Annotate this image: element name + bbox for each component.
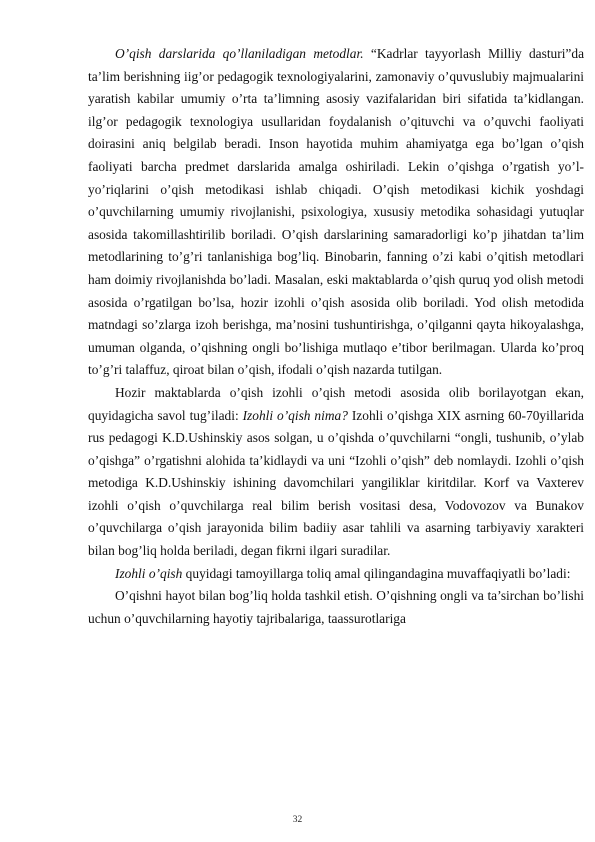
paragraph-text: O’qishni hayot bilan bog’liq holda tashkil etish. O’qishning ongli va ta’sirchan bo’lishi uchun o’quvchilarning hayotiy tajribalariga, taassurotlariga <box>88 588 584 626</box>
paragraph-reading-methods <box>88 43 584 382</box>
paragraph-explanatory-reading <box>88 382 584 563</box>
paragraph-text: Izohli o’qishga XIX asrning 60-70yillarida rus pedagogi K.D.Ushinskiy asos solgan, u o’qishda o’quvchilarni “ongli, tushunib, o’ylab o’qishga” o’rgatishni alohida ta’kidlaydi va uni “Izohli o’qish” deb nomlaydi. Izohli o’qish metodiga K.D.Ushinskiy ishining davomchilari yangiliklar kiritdilar. Korf va Vaxterev izohli o’qish o’quvchilarga real bilim berish vositasi desa, Vodovozov va Bunakov o’quvchilarga o’qish jarayonida bilim badiiy asar tahlili va asarning tarbiyaviy xarakteri bilan bog’liq holda beriladi, degan fikrni ilgari suradilar. <box>88 407 585 559</box>
section-heading-italic: O’qish darslarida qo’llaniladigan metodlar. <box>115 46 364 61</box>
document-body <box>88 43 584 630</box>
page-number: 32 <box>292 815 303 825</box>
paragraph-text: Hozir maktablarda o’qish izohli o’qish metodi asosida olib borilayotgan ekan, quyidagicha savol tug’iladi: <box>88 384 584 423</box>
question-italic: Izohli o’qish nima? <box>242 407 348 423</box>
term-italic: Izohli o’qish <box>115 565 183 581</box>
paragraph-principles <box>88 563 584 586</box>
paragraph-text: “Kadrlar tayyorlash Milliy dasturi”da ta’lim berishning iig’or pedagogik texnologiyalarini, zamonaviy o’quvuslubiy majmualarini yaratish kabilar umumiy o’rta ta’limning asosiy vazifalaridan biri sifatida ta’kidlangan. ilg’or pedagogik texnologiya usullaridan foydalanish o’qituvchi va o’quvchi faoliyati doirasini aniq belgilab beradi. Inson hayotida muhim ahamiyatga ega bo’lgan o’qish faoliyati barcha predmet darslarida amalga oshiriladi. Lekin o’qishga o’rgatish yo’l-yo’riqlarini o’qish metodikasi ishlab chiqadi. O’qish metodikasi kichik yoshdagi o’quvchilarning umumiy rivojlanishi, psixologiya, xususiy metodika sohasidagi yutuqlar asosida takomillashtirilib boriladi. O’qish darslarining samaradorligi ko’p jihatdan ta’lim metodlarining to’g’ri tanlanishiga bog’liq. Binobarin, fanning o’zi kabi o’qitish metodlari ham doimiy rivojlanishda bo’ladi. Masalan, eski maktablarda o’qish quruq yod olish metodi asosida o’rgatilgan bo’lsa, hozir izohli o’qish asosida olib boriladi. Yod olish metodida matndagi so’zlarga izoh berishga, ma’nosini tushuntirishga, o’qilganni qayta hikoyalashga, umuman olganda, o’qishning ongli bo’lishiga mutlaqo e’tibor berilmagan. Ularda ko’proq to’g’ri talaffuz, qiroat bilan o’qish, ifodali o’qish nazarda tutilgan. <box>88 46 585 378</box>
paragraph-text: quyidagi tamoyillarga toliq amal qilingandagina muvaffaqiyatli bo’ladi: <box>182 565 571 581</box>
paragraph-life-connection <box>88 585 584 630</box>
